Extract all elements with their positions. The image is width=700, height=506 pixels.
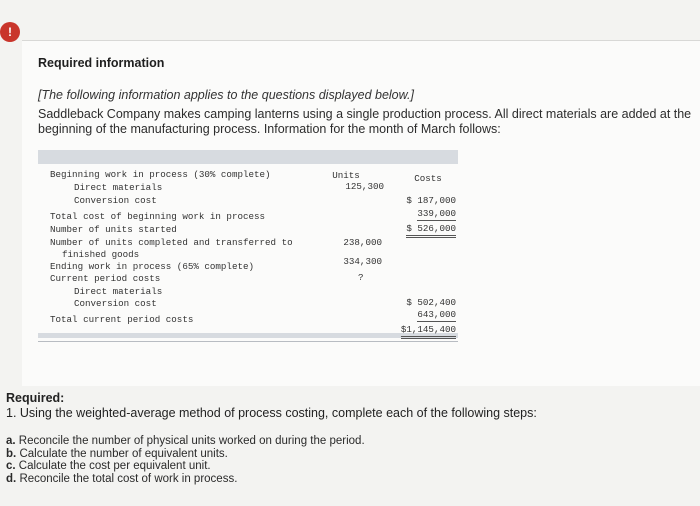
beg-dm-cost: $ 187,000 <box>406 195 456 206</box>
beg-cc-label: Conversion cost <box>74 195 157 206</box>
question-1: 1. Using the weighted-average method of process costing, complete each of the following steps: <box>6 406 537 420</box>
steps-list <box>6 435 365 485</box>
beg-wip-label: Beginning work in process (30% complete) <box>50 169 271 180</box>
beg-cc-value: 339,000 <box>417 208 456 219</box>
total-current-label: Total current period costs <box>50 314 194 325</box>
total-beg-label: Total cost of beginning work in process <box>50 211 266 222</box>
table-header-band <box>38 150 458 164</box>
total-current-cost <box>383 324 456 335</box>
costs-header: Costs <box>414 173 442 184</box>
step-c-text: Calculate the cost per equivalent unit. <box>18 460 211 473</box>
cur-dm-label: Direct materials <box>74 286 163 297</box>
completed-label-1: Number of units completed and transferred to <box>50 237 293 248</box>
step-b-letter: b. <box>6 447 17 460</box>
required-section <box>6 391 537 421</box>
cur-cc-value: 643,000 <box>417 309 456 320</box>
total-current-value: $1,145,400 <box>401 324 456 339</box>
step-c-letter: c. <box>6 460 16 473</box>
step-a-letter: a. <box>6 435 16 447</box>
step-d <box>6 473 365 486</box>
beg-dm-label: Direct materials <box>74 182 163 193</box>
total-beg-value: $ 526,000 <box>406 223 456 238</box>
step-d-text: Reconcile the total cost of work in process. <box>19 472 238 485</box>
intro-paragraph: Saddleback Company makes camping lanterns using a single production process. All direct materials are added at the beginning of the manufacturing process. Information for the month of March follows: <box>38 107 692 136</box>
cur-dm-cost: $ 502,400 <box>406 297 456 308</box>
beg-wip-units: 125,300 <box>345 181 384 192</box>
end-wip-units: ? <box>358 272 364 283</box>
beg-cc-cost <box>383 208 456 219</box>
started-units: 238,000 <box>343 237 382 248</box>
step-a-text: Reconcile the number of physical units worked on during the period. <box>18 435 365 447</box>
cur-cc-label: Conversion cost <box>74 298 157 309</box>
step-d-letter: d. <box>6 472 17 485</box>
completed-units: 334,300 <box>343 256 382 267</box>
end-wip-label: Ending work in process (65% complete) <box>50 261 254 272</box>
completed-label-2: finished goods <box>62 249 140 260</box>
cur-cc-cost <box>383 309 456 320</box>
started-label: Number of units started <box>50 224 177 235</box>
info-title: Required information <box>38 56 165 70</box>
step-b-text: Calculate the number of equivalent units. <box>19 447 228 460</box>
required-heading: Required: <box>6 391 65 405</box>
step-c <box>6 460 365 473</box>
current-costs-label: Current period costs <box>50 273 161 284</box>
production-data-table <box>38 150 458 345</box>
info-note: [The following information applies to the questions displayed below.] <box>38 88 414 102</box>
table-footer-rule <box>38 341 458 342</box>
step-a <box>6 435 365 448</box>
step-b <box>6 448 365 461</box>
alert-icon: ! <box>0 22 20 42</box>
total-beg-cost <box>383 223 456 234</box>
units-header: Units <box>332 170 360 181</box>
